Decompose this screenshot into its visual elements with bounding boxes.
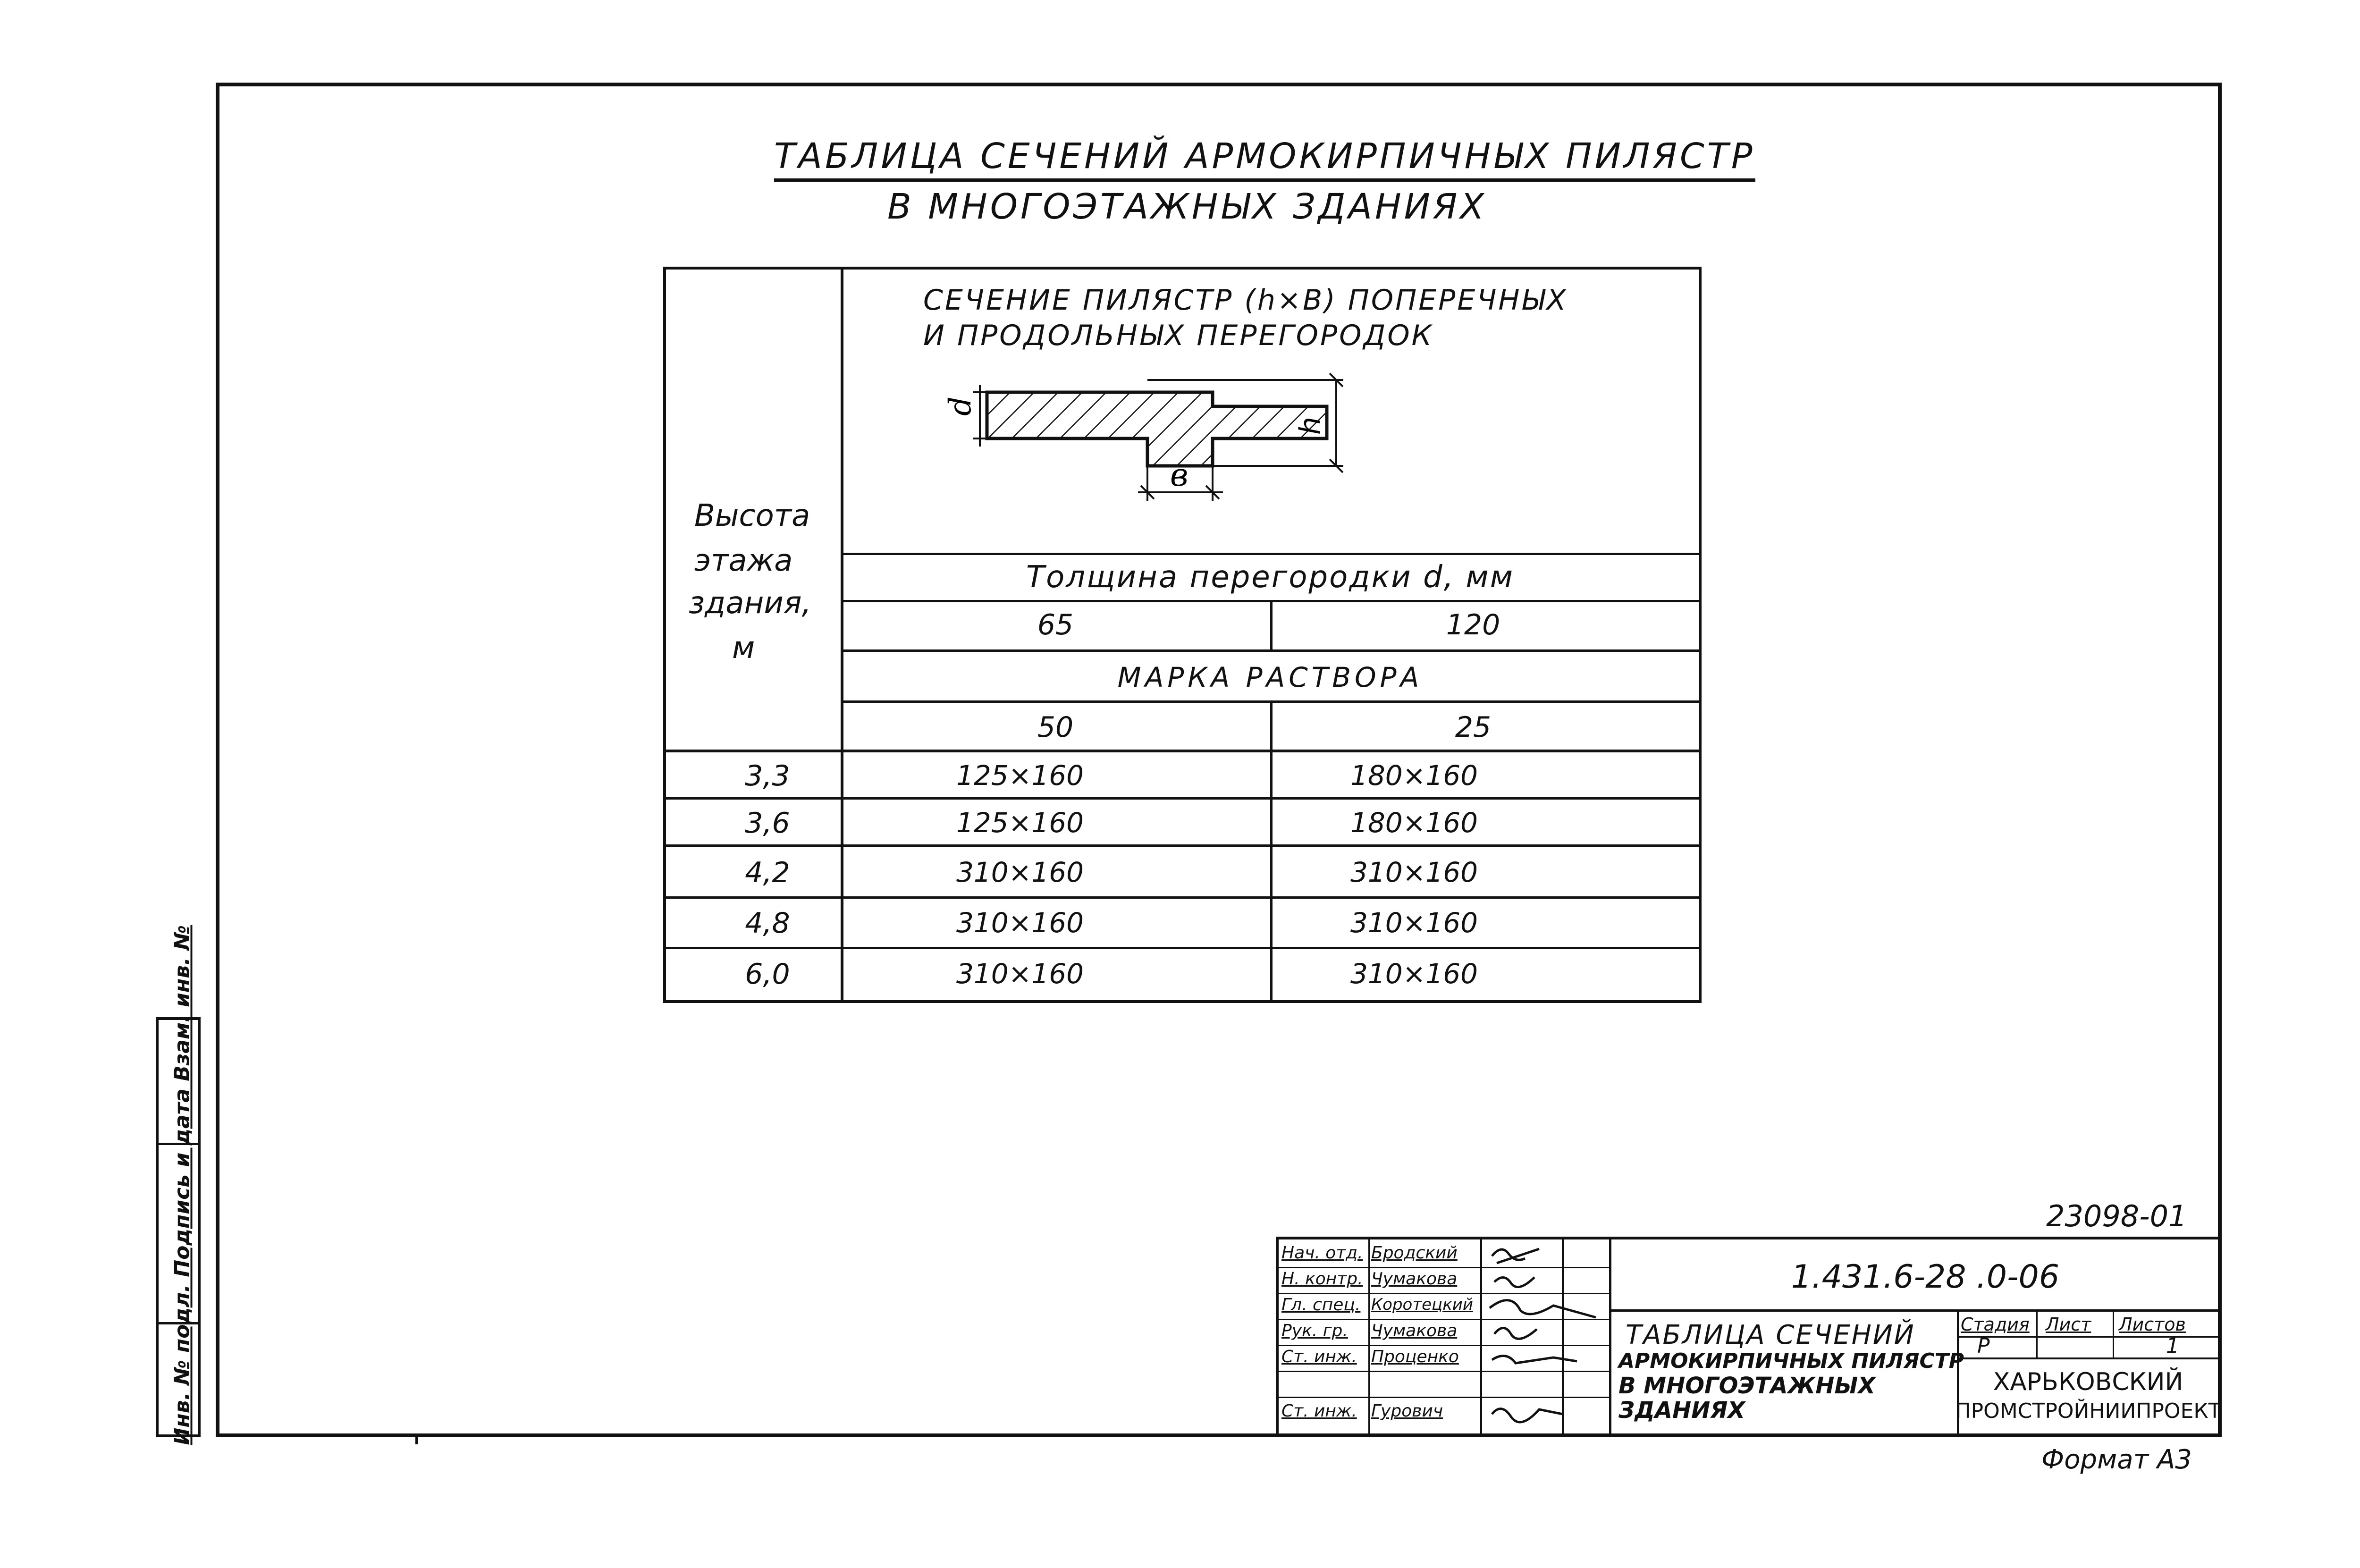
- table-row-2-height: 3,6: [745, 807, 790, 840]
- table-row-2-c65: 125×160: [956, 807, 1084, 839]
- sheet-title-line2: АРМОКИРПИЧНЫХ ПИЛЯСТР: [1618, 1349, 1964, 1373]
- diagram-label-d: d: [943, 396, 978, 416]
- sig-name-7: Гурович: [1371, 1401, 1443, 1421]
- row-header-line2: этажа: [694, 543, 793, 578]
- pilaster-section-diagram: [864, 345, 1601, 548]
- table-row-3-c65: 310×160: [956, 856, 1084, 888]
- sig-role-3: Гл. спец.: [1281, 1295, 1361, 1315]
- table-vline-2a: [1270, 600, 1273, 651]
- sheet-title-line3: В МНОГОЭТАЖНЫХ: [1618, 1373, 1876, 1399]
- table-row-5-height: 6,0: [745, 958, 790, 991]
- table-row-3-c120: 310×160: [1350, 856, 1478, 888]
- table-row-4-height: 4,8: [745, 907, 790, 940]
- table-hline-diagram: [841, 553, 1702, 555]
- sig-name-1: Бродский: [1371, 1243, 1458, 1263]
- sig-role-2: Н. контр.: [1281, 1269, 1363, 1289]
- sig-role-4: Рук. гр.: [1281, 1321, 1348, 1340]
- sheets-value: 1: [2166, 1334, 2179, 1358]
- diagram-label-h: h: [1294, 416, 1327, 435]
- side-stamp-text: Инв. № подл. Подпись и дата Взам. инв. №: [170, 925, 194, 1445]
- page-subtitle: В МНОГОЭТАЖНЫХ ЗДАНИЯХ: [887, 186, 1487, 227]
- sheets-label: Листов: [2119, 1314, 2186, 1335]
- signatures-scribbles: [1483, 1239, 1638, 1434]
- designation-code: 1.431.6-28 .0-06: [1791, 1258, 2060, 1296]
- sig-role-5: Ст. инж.: [1281, 1347, 1357, 1366]
- stage-value: Р: [1977, 1334, 1990, 1358]
- thickness-65: 65: [1037, 608, 1074, 641]
- table-row-5-c65: 310×160: [956, 958, 1084, 990]
- thickness-120: 120: [1446, 608, 1500, 641]
- sections-table: [663, 267, 1702, 1003]
- sig-name-4: Чумакова: [1371, 1321, 1458, 1340]
- mortar-50: 50: [1037, 711, 1074, 744]
- organization-line1: ХАРЬКОВСКИЙ: [1993, 1368, 2183, 1396]
- sig-name-3: Коротецкий: [1371, 1295, 1473, 1314]
- table-row-2-c120: 180×160: [1350, 807, 1478, 839]
- table-row-1-height: 3,3: [745, 759, 790, 792]
- sheet-title-line4: ЗДАНИЯХ: [1618, 1397, 1745, 1424]
- sig-role-7: Ст. инж.: [1281, 1401, 1357, 1421]
- thickness-header: Толщина перегородки d, мм: [1026, 560, 1514, 595]
- sheet-label: Лист: [2046, 1314, 2091, 1335]
- tb-hline-stage-2: [1957, 1357, 2219, 1359]
- mortar-25: 25: [1455, 711, 1492, 744]
- sig-name-2: Чумакова: [1371, 1269, 1458, 1289]
- diagram-label-b: в: [1170, 457, 1188, 493]
- table-row-3-height: 4,2: [745, 856, 790, 889]
- row-header-line3: здания,: [689, 586, 811, 621]
- sig-name-5: Проценко: [1371, 1347, 1459, 1366]
- doc-code: 23098-01: [2046, 1199, 2187, 1233]
- table-row-5-c120: 310×160: [1350, 958, 1478, 990]
- table-hline-row3: [666, 896, 1699, 899]
- page-title: ТАБЛИЦА СЕЧЕНИЙ АРМОКИРПИЧНЫХ ПИЛЯСТР: [774, 136, 1755, 182]
- sig-role-1: Нач. отд.: [1281, 1243, 1363, 1263]
- table-vline-2b: [1270, 700, 1273, 1000]
- mortar-header: МАРКА РАСТВОРА: [1117, 661, 1423, 693]
- table-row-4-c120: 310×160: [1350, 907, 1478, 939]
- title-block: [1276, 1237, 2222, 1437]
- organization-line2: ПРОМСТРОЙНИИПРОЕКТ: [1955, 1399, 2221, 1423]
- table-row-4-c65: 310×160: [956, 907, 1084, 939]
- table-hline-row1: [666, 797, 1699, 800]
- stage-label: Стадия: [1961, 1314, 2030, 1335]
- table-hline-row2: [666, 844, 1699, 847]
- paper-format: Формат А3: [2041, 1444, 2192, 1475]
- table-row-1-c120: 180×160: [1350, 759, 1478, 792]
- tb-vline-name: [1480, 1239, 1482, 1434]
- tb-hline-stage-1: [1957, 1336, 2219, 1338]
- table-vline-1: [841, 270, 843, 1000]
- tb-vline-stage-2: [2113, 1309, 2114, 1358]
- sheet-title-line1: ТАБЛИЦА СЕЧЕНИЙ: [1626, 1320, 1915, 1350]
- tb-vline-role: [1368, 1239, 1370, 1434]
- tb-vline-stage-1: [2036, 1309, 2038, 1358]
- row-header-line4: м: [732, 631, 755, 666]
- table-hline-header: [666, 750, 1699, 752]
- table-row-1-c65: 125×160: [956, 759, 1084, 792]
- frame-tick-mark: [415, 1435, 418, 1444]
- row-header-line1: Высота: [694, 498, 810, 533]
- pilaster-shape: [987, 392, 1327, 466]
- tb-hline-designation: [1609, 1309, 2219, 1312]
- section-header-line1: СЕЧЕНИЕ ПИЛЯСТР (h×B) ПОПЕРЕЧНЫХ: [923, 284, 1568, 317]
- section-header-line2: И ПРОДОЛЬНЫХ ПЕРЕГОРОДОК: [923, 319, 1434, 352]
- side-stamp: [156, 925, 201, 1445]
- table-hline-row4: [666, 947, 1699, 949]
